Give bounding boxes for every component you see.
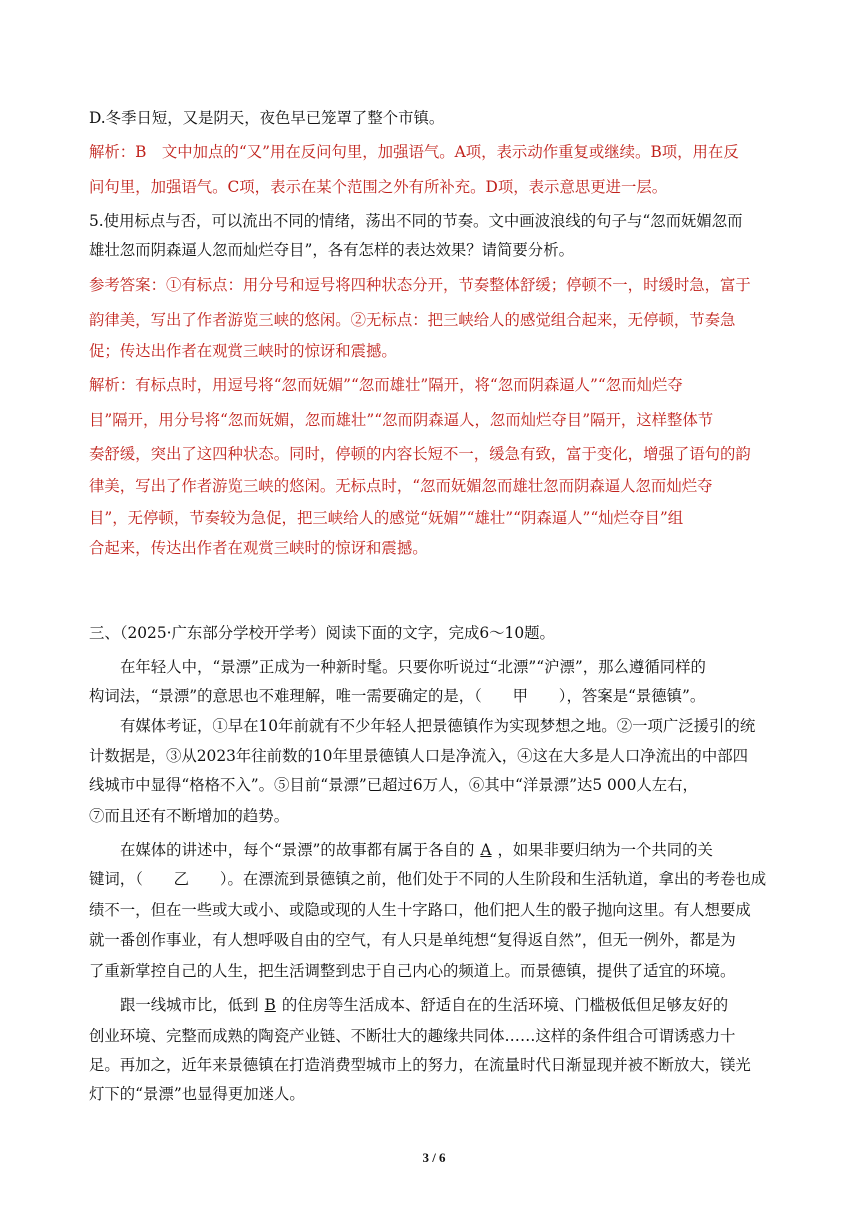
q5-analysis-line: 合起来，传达出作者在观赏三峡时的惊讶和震撼。 — [89, 539, 428, 557]
p1-line: 在年轻人中，“景漂”正成为一种新时髦。只要你听说过“北漂”“沪漂”，那么遵循同样的 — [120, 658, 706, 676]
p4-line — [120, 995, 728, 1015]
q5-analysis-line: 律美，写出了作者游览三峡的悠闲。无标点时，“忽而妩媚忽而雄壮忽而阴森逼人忽而灿烂夺 — [89, 477, 713, 495]
q5-analysis-line: 解析：有标点时，用逗号将“忽而妩媚”“忽而雄壮”隔开，将“忽而阴森逼人”“忽而灿烂夺 — [89, 376, 683, 394]
p4-text: 跟一线城市比，低到 — [120, 996, 259, 1014]
p4-text: 的住房等生活成本、舒适自在的生活环境、门槛极低但足够友好的 — [281, 996, 729, 1014]
p4-line: 灯下的“景漂”也显得更加迷人。 — [89, 1085, 305, 1103]
p3-text: ，如果非要归纳为一个共同的关 — [497, 841, 713, 859]
page-number: 3 / 6 — [422, 1150, 446, 1165]
p3-line: 键词，（ 乙 ）。在漂流到景德镇之前，他们处于不同的人生阶段和生活轨道，拿出的考卷也成 — [89, 870, 767, 888]
q4-analysis-line: 解析：B 文中加点的“又”用在反问句里，加强语气。A项，表示动作重复或继续。B项，用在反 — [89, 143, 739, 161]
blank-a: A — [480, 841, 492, 859]
p2-line: 线城市中显得“格格不入”。⑤目前“景漂”已超过6万人，⑥其中“洋景漂”达5 000人左右， — [89, 776, 698, 794]
q5-analysis-line: 目”隔开，用分号将“忽而妩媚，忽而雄壮”“忽而阴森逼人，忽而灿烂夺目”隔开，这样整体节 — [89, 411, 714, 429]
blank-b: B — [264, 996, 276, 1014]
p1-line: 构词法，“景漂”的意思也不难理解，唯一需要确定的是，（ 甲 ），答案是“景德镇”。 — [89, 687, 706, 705]
q5-question-line: 雄壮忽而阴森逼人忽而灿烂夺目”，各有怎样的表达效果？请简要分析。 — [89, 241, 574, 259]
p2-line: 计数据是，③从2023年往前数的10年里景德镇人口是净流入，④这在大多是人口净流出的中部四 — [89, 747, 748, 765]
section3-title: 三、（2025·广东部分学校开学考）阅读下面的文字，完成6～10题。 — [89, 624, 555, 642]
q5-answer-line: 韵律美，写出了作者游览三峡的悠闲。②无标点：把三峡给人的感觉组合起来，无停顿，节奏急 — [89, 311, 736, 329]
p3-line: 绩不一，但在一些或大或小、或隐或现的人生十字路口，他们把人生的骰子抛向这里。有人想要成 — [89, 901, 751, 919]
p4-line: 足。再加之，近年来景德镇在打造消费型城市上的努力，在流量时代日渐显现并被不断放大，镁光 — [89, 1056, 751, 1074]
q5-question-line: 5.使用标点与否，可以流出不同的情绪，荡出不同的节奏。文中画波浪线的句子与“忽而妩媚忽而 — [89, 212, 743, 230]
p3-line: 了重新掌控自己的人生，把生活调整到忠于自己内心的频道上。而景德镇，提供了适宜的环境。 — [89, 962, 736, 980]
q4-option-d: D.冬季日短，又是阴天，夜色早已笼罩了整个市镇。 — [89, 109, 445, 127]
q5-answer-line: 参考答案：①有标点：用分号和逗号将四种状态分开，节奏整体舒缓；停顿不一，时缓时急，富于 — [89, 276, 751, 294]
q5-analysis-line: 奏舒缓，突出了这四种状态。同时，停顿的内容长短不一，缓急有致，富于变化，增强了语句的韵 — [89, 445, 751, 463]
p2-line: ⑦而且还有不断增加的趋势。 — [89, 807, 290, 825]
p3-line — [120, 840, 713, 860]
q5-analysis-line: 目”，无停顿，节奏较为急促，把三峡给人的感觉“妩媚”“雄壮”“阴森逼人”“灿烂夺目”组 — [89, 509, 684, 527]
p3-text: 在媒体的讲述中，每个“景漂”的故事都有属于各自的 — [120, 841, 475, 859]
p3-line: 就一番创作事业，有人想呼吸自由的空气，有人只是单纯想“复得返自然”，但无一例外，都是为 — [89, 931, 736, 949]
p4-line: 创业环境、完整而成熟的陶瓷产业链、不断壮大的趣缘共同体……这样的条件组合可谓诱惑力十 — [89, 1027, 736, 1045]
q4-analysis-line: 问句里，加强语气。C项，表示在某个范围之外有所补充。D项，表示意思更进一层。 — [89, 178, 668, 196]
p2-line: 有媒体考证，①早在10年前就有不少年轻人把景德镇作为实现梦想之地。②一项广泛援引的统 — [120, 717, 756, 735]
q5-answer-line: 促；传达出作者在观赏三峡时的惊讶和震撼。 — [89, 342, 397, 360]
